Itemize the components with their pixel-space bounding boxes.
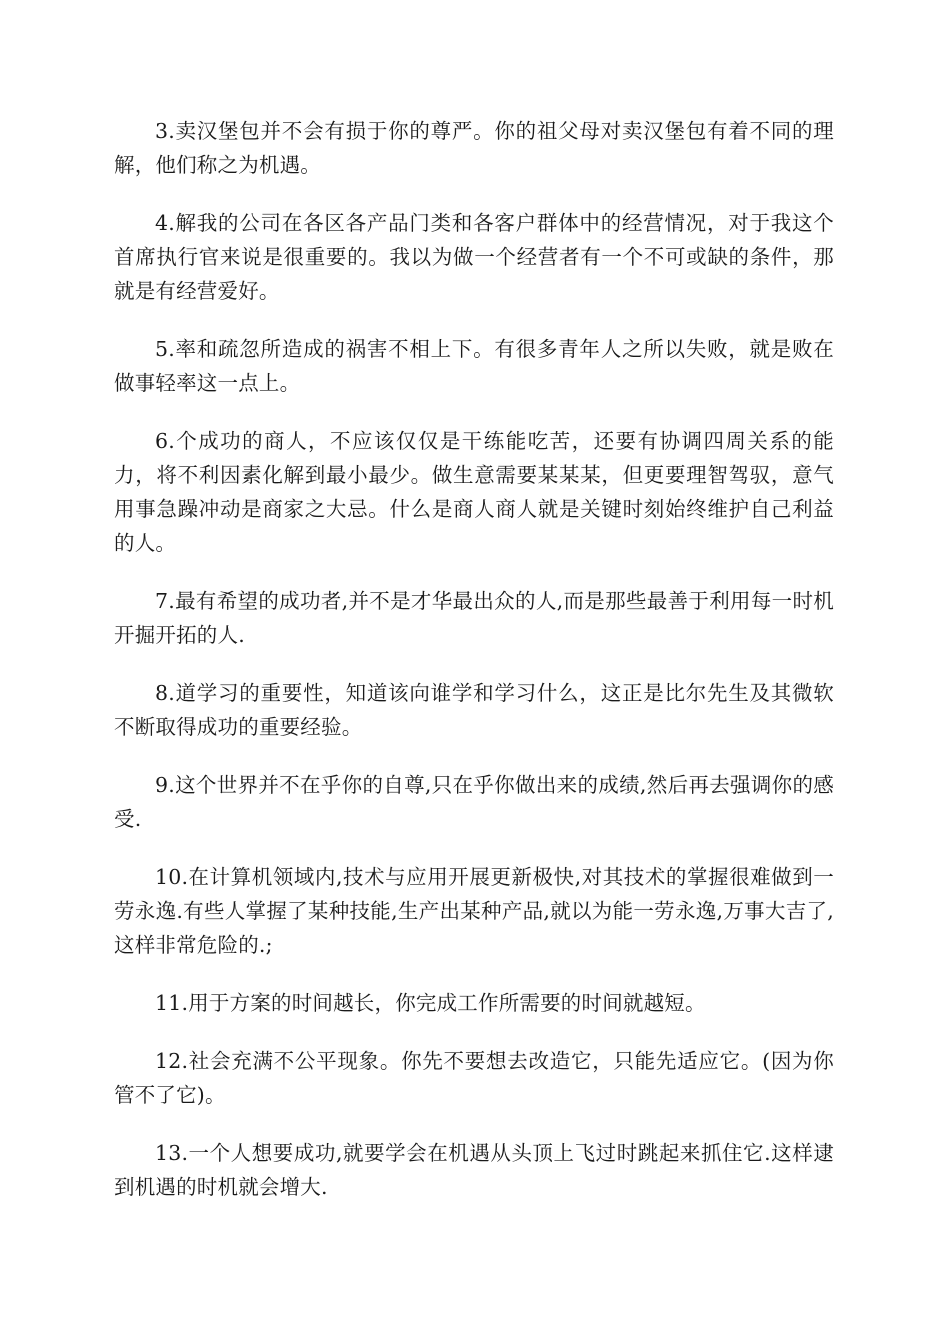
paragraph-11: 11.用于方案的时间越长，你完成工作所需要的时间就越短。: [155, 991, 706, 1015]
paragraph-5: 5.率和疏忽所造成的祸害不相上下。有很多青年人之所以失败，就是败在做事轻率这一点上。: [114, 337, 834, 395]
document-body: [114, 114, 834, 1228]
paragraph-12: 12.社会充满不公平现象。你先不要想去改造它，只能先适应它。(因为你管不了它)。: [114, 1049, 834, 1107]
paragraph-4: 4.解我的公司在各区各产品门类和各客户群体中的经营情况，对于我这个首席执行官来说是很重要的。我以为做一个经营者有一个不可或缺的条件，那就是有经营爱好。: [114, 211, 834, 303]
paragraph-3: 3.卖汉堡包并不会有损于你的尊严。你的祖父母对卖汉堡包有着不同的理解，他们称之为机遇。: [114, 119, 834, 177]
paragraph-13: 13.一个人想要成功,就要学会在机遇从头顶上飞过时跳起来抓住它.这样逮到机遇的时机就会增大.: [114, 1141, 834, 1199]
paragraph-8: 8.道学习的重要性，知道该向谁学和学习什么，这正是比尔先生及其微软不断取得成功的重要经验。: [114, 681, 834, 739]
paragraph-9: 9.这个世界并不在乎你的自尊,只在乎你做出来的成绩,然后再去强调你的感受.: [114, 773, 834, 831]
paragraph-6: 6.个成功的商人，不应该仅仅是干练能吃苦，还要有协调四周关系的能力，将不利因素化解到最小最少。做生意需要某某某，但更要理智驾驭，意气用事急躁冲动是商家之大忌。什么是商人商人就是关键时刻始终维护自己利益的人。: [114, 429, 834, 555]
paragraph-10: 10.在计算机领域内,技术与应用开展更新极快,对其技术的掌握很难做到一劳永逸.有些人掌握了某种技能,生产出某种产品,就以为能一劳永逸,万事大吉了,这样非常危险的.;: [114, 865, 834, 957]
paragraph-7: 7.最有希望的成功者,并不是才华最出众的人,而是那些最善于利用每一时机开掘开拓的人.: [114, 589, 834, 647]
